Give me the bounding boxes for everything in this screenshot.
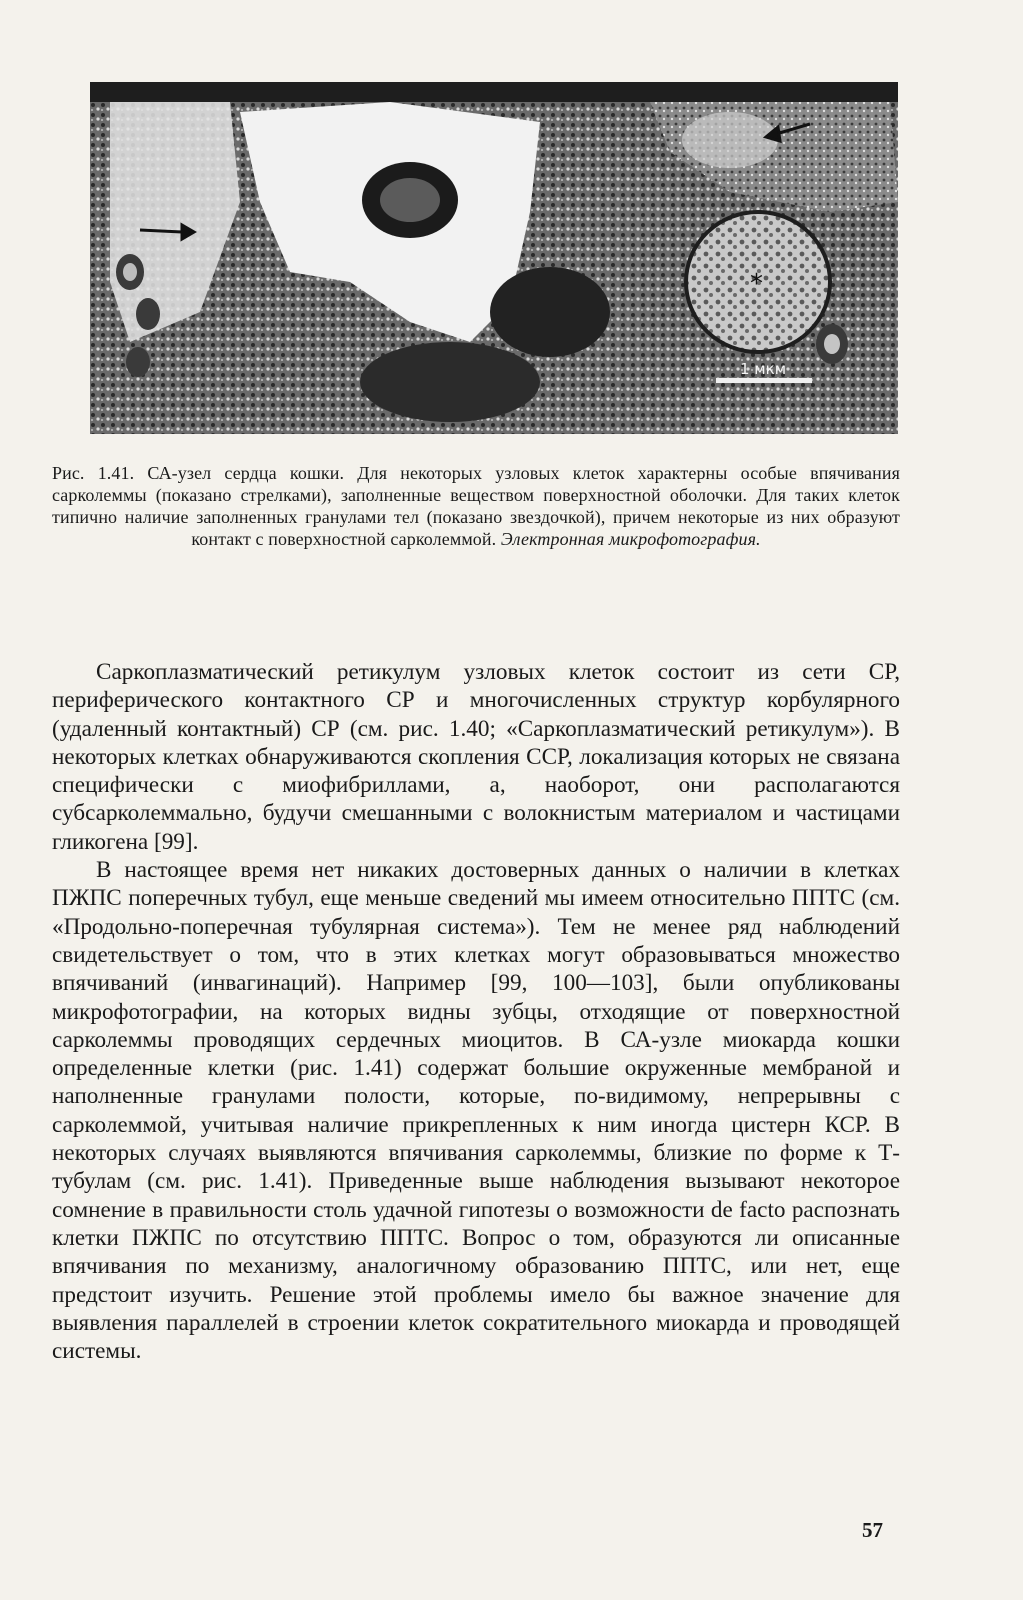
scale-bar — [716, 378, 812, 383]
svg-text:*: * — [750, 269, 763, 299]
figure-caption — [52, 462, 900, 550]
page-number: 57 — [862, 1518, 883, 1542]
scale-bar-label: 1 мкм — [740, 360, 787, 378]
paragraph-1: Саркоплазматический ретикулум узловых клеток состоит из сети СР, периферического контактного СР и многочисленных структур корбулярного (удаленный контактный) СР (см. рис. 1.40; «Саркоплазматический ретикулум»). В некоторых клетках обнаруживаются скопления ССР, локализация которых не связана специфически с миофибриллами, а, наоборот, они располагаются субсарколеммально, будучи смешанными с волокнистым материалом и частицами гликогена [99]. — [52, 659, 900, 855]
caption-text: Рис. 1.41. СА-узел сердца кошки. Для некоторых узловых клеток характерны особые впячивания сарколеммы (показано стрелками), заполненные веществом поверхностной оболочки. Для таких клеток типично наличие заполненных гранулами тел (показано звездочкой), причем некоторые из них образуют контакт с поверхностной сарколеммой. — [52, 463, 900, 549]
electron-micrograph — [90, 82, 898, 434]
body-text — [52, 658, 900, 1365]
paragraph-2: В настоящее время нет никаких достоверных данных о наличии в клетках ПЖПС поперечных тубул, еще меньше сведений мы имеем относительно ППТС (см. «Продольно-поперечная тубулярная система»). Тем не менее ряд наблюдений свидетельствует о том, что в этих клетках могут образовываться множество впячиваний (инвагинаций). Например [99, 100—103], были опубликованы микрофотографии, на которых видны зубцы, отходящие от поверхностной сарколеммы проводящих сердечных миоцитов. В СА-узле миокарда кошки определенные клетки (рис. 1.41) содержат большие окруженные мембраной и наполненные гранулами полости, которые, по-видимому, непрерывны с сарколеммой, учитывая наличие прикрепленных к ним иногда цистерн КСР. В некоторых случаях выявляются впячивания сарколеммы, близкие по форме к Т-тубулам (см. рис. 1.41). Приведенные выше наблюдения вызывают некоторое сомнение в правильности столь удачной гипотезы о возможности de facto распознать клетки ПЖПС по отсутствию ППТС. Вопрос о том, образуются ли описанные впячивания по механизму, аналогичному образованию ППТС, или нет, еще предстоит изучить. Решение этой проблемы имело бы важное значение для выявления параллелей в строении клеток сократительного миокарда и проводящей системы. — [52, 857, 900, 1365]
caption-italic: Электронная микрофотография. — [500, 529, 761, 549]
